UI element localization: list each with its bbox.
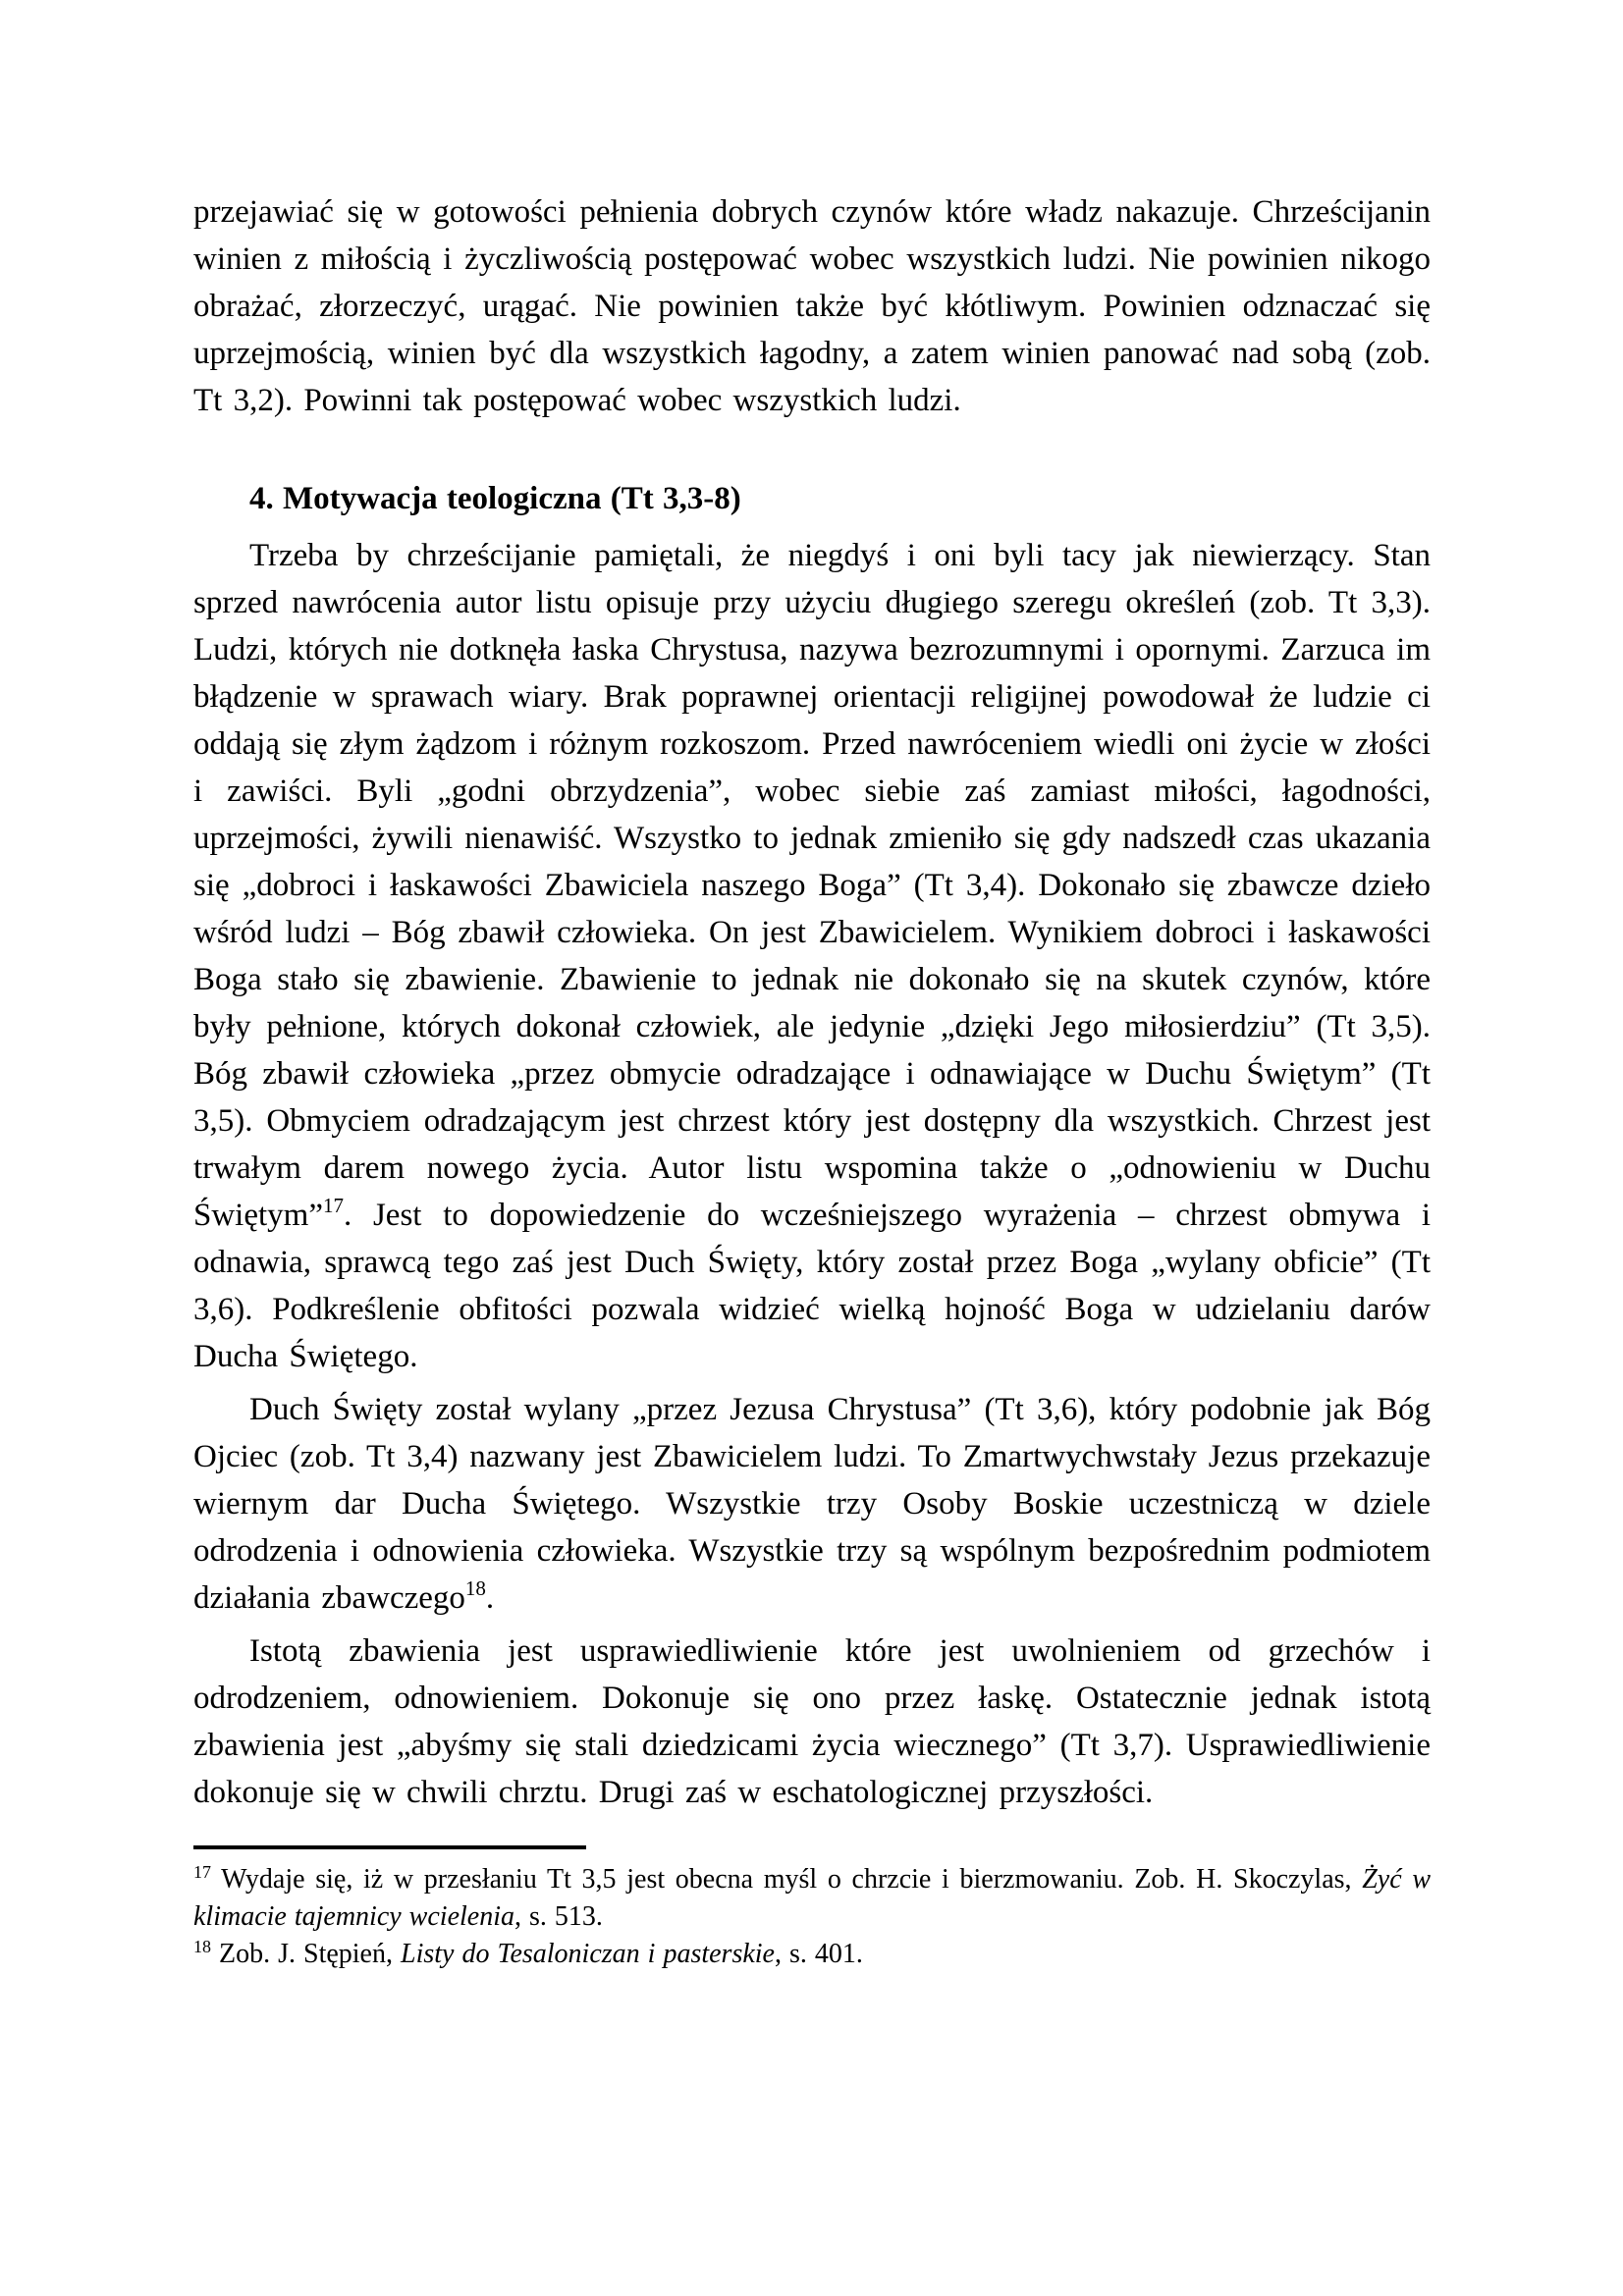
- footnote: [193, 1936, 1431, 1973]
- text-run: Trzeba by chrześcijanie pamiętali, że niegdyś i oni byli tacy jak niewierzący. Stan sprzed nawrócenia autor listu opisuje przy użyciu długiego szeregu określeń (zob. Tt 3,3). Ludzi, których nie dotknęła łaska Chrystusa, nazywa bezrozumnymi i opornymi. Zarzuca im błądzenie w sprawach wiary. Brak poprawnej orientacji religijnej powodował że ludzie ci oddają się złym żądzom i różnym rozkoszom. Przed nawróceniem wiedli oni życie w złości i zawiści. Byli „godni obrzydzenia”, wobec siebie zaś zamiast miłości, łagodności, uprzejmości, żywili nienawiść. Wszystko to jednak zmieniło się gdy nadszedł czas ukazania się „dobroci i łaskawości Zbawiciela naszego Boga” (Tt 3,4). Dokonało się zbawcze dzieło wśród ludzi – Bóg zbawił człowieka. On jest Zbawicielem. Wynikiem dobroci i łaskawości Boga stało się zbawienie. Zbawienie to jednak nie dokonało się na skutek czynów, które były pełnione, których dokonał człowiek, ale jedynie „dzięki Jego miłosierdziu” (Tt 3,5). Bóg zbawił człowieka „przez obmycie odradzające i odnawiające w Duchu Świętym” (Tt 3,5). Obmyciem odradzającym jest chrzest który jest dostępny dla wszystkich. Chrzest jest trwałym darem nowego życia. Autor listu wspomina także o „odnowieniu w Duchu Świętym”: [193, 538, 1431, 1233]
- body-paragraph: [193, 188, 1431, 424]
- footnotes-block: [193, 1861, 1431, 1973]
- body-paragraph: [193, 532, 1431, 1380]
- text-run: .: [485, 1580, 495, 1616]
- text-run: Istotą zbawienia jest usprawiedliwienie które jest uwolnieniem od grzechów i odrodzeniem, odnowieniem. Dokonuje się ono przez łaskę. Ostatecznie jednak istotą zbawienia jest „abyśmy się stali dziedzicami życia wiecznego” (Tt 3,7). Usprawiedliwienie dokonuje się w chwili chrztu. Drugi zaś w eschatologicznej przyszłości.: [193, 1633, 1431, 1810]
- text-run: Listy do Tesaloniczan i pasterskie: [401, 1939, 775, 1969]
- text-run: . Jest to dopowiedzenie do wcześniejszego wyrażenia – chrzest obmywa i odnawia, sprawcą tego zaś jest Duch Święty, który został przez Boga „wylany obficie” (Tt 3,6). Podkreślenie obfitości pozwala widzieć wielką hojność Boga w udzielaniu darów Ducha Świętego.: [193, 1198, 1431, 1374]
- text-run: Wydaje się, iż w przesłaniu Tt 3,5 jest obecna myśl o chrzcie i bierzmowaniu. Zob. H. Skoczylas,: [211, 1864, 1363, 1895]
- text-run: Duch Święty został wylany „przez Jezusa Chrystusa” (Tt 3,6), który podobnie jak Bóg Ojciec (zob. Tt 3,4) nazwany jest Zbawicielem ludzi. To Zmartwychwstały Jezus przekazuje wiernym dar Ducha Świętego. Wszystkie trzy Osoby Boskie uczestniczą w dziele odrodzenia i odnowienia człowieka. Wszystkie trzy są wspólnym bezpośrednim podmiotem działania zbawczego: [193, 1392, 1431, 1616]
- footnote-ref-superscript: 18: [464, 1576, 486, 1600]
- text-run: 4. Motywacja teologiczna (Tt 3,3-8): [249, 481, 741, 516]
- text-run: przejawiać się w gotowości pełnienia dobrych czynów które władz nakazuje. Chrześcijanin winien z miłością i życzliwością postępować wobec wszystkich ludzi. Nie powinien nikogo obrażać, złorzeczyć, urągać. Nie powinien także być kłótliwym. Powinien odznaczać się uprzejmością, winien być dla wszystkich łagodny, a zatem winien panować nad sobą (zob. Tt 3,2). Powinni tak postępować wobec wszystkich ludzi.: [193, 194, 1431, 418]
- footnote: [193, 1861, 1431, 1936]
- footnote-separator: [193, 1845, 586, 1849]
- text-run: Zob. J. Stępień,: [211, 1939, 401, 1969]
- text-run: , s. 401.: [774, 1939, 863, 1969]
- body-paragraph: [193, 1628, 1431, 1816]
- footnote-marker: 18: [193, 1937, 211, 1956]
- text-run: Żyć w klimacie tajemnicy wcielenia: [193, 1864, 1431, 1932]
- main-text-block: [193, 188, 1431, 1816]
- text-run: , s. 513.: [514, 1901, 603, 1932]
- body-paragraph: [193, 1386, 1431, 1622]
- page-content: [193, 188, 1431, 1973]
- footnote-ref-superscript: 17: [322, 1194, 344, 1217]
- footnote-marker: 17: [193, 1862, 211, 1882]
- section-heading: [193, 475, 1431, 522]
